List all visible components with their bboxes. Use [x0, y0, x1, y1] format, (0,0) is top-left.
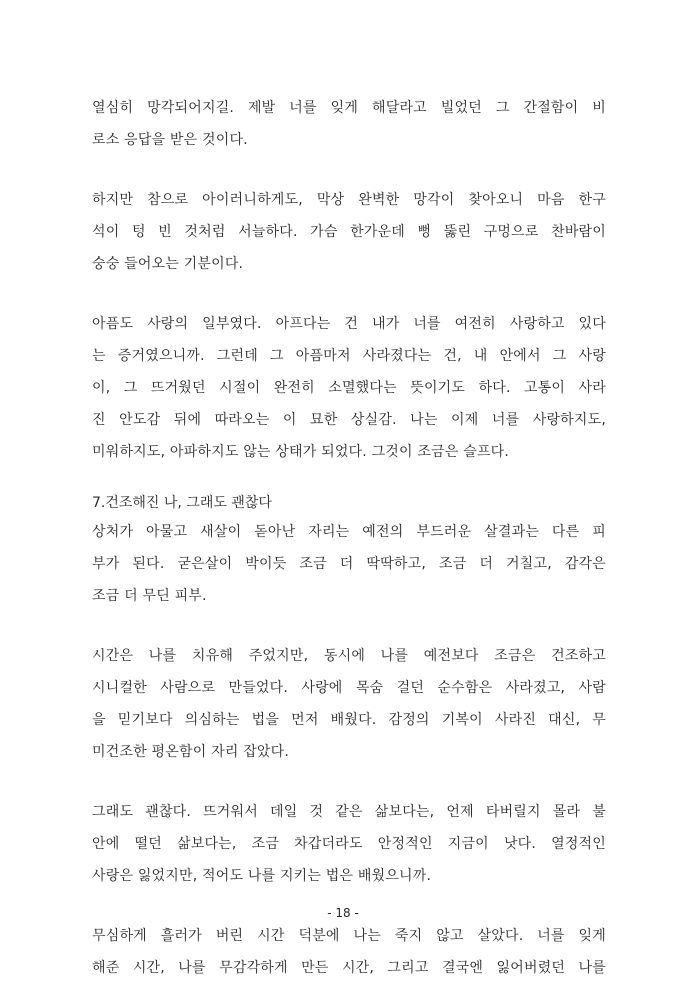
page-number: - 18 -	[327, 906, 359, 920]
paragraph-6	[92, 796, 606, 892]
paragraph-line: 그래도 괜찮다. 뜨거워서 데일 것 같은 삶보다는, 언제 타버릴지 몰라 불	[92, 804, 606, 820]
section-heading: 7.건조해진 나, 그래도 괜찮다	[92, 495, 272, 511]
paragraph-line: 을 믿기보다 의심하는 법을 먼저 배웠다. 감정의 기복이 사라진 대신, 무	[92, 712, 606, 728]
paragraph-5	[92, 640, 606, 768]
paragraph-line: 열심히 망각되어지길. 제발 너를 잊게 해달라고 빌었던 그 간절함이 비	[92, 100, 606, 116]
paragraph-line: 조금 더 무딘 피부.	[92, 588, 207, 604]
paragraph-line: 로소 응답을 받은 것이다.	[92, 132, 248, 148]
paragraph-4	[92, 490, 606, 612]
paragraph-line: 석이 텅 빈 것처럼 서늘하다. 가슴 한가운데 뻥 뚫린 구멍으로 찬바람이	[92, 224, 606, 240]
paragraph-line: 아픔도 사랑의 일부였다. 아프다는 건 내가 너를 여전히 사랑하고 있다	[92, 316, 606, 332]
paragraph-line: 하지만 참으로 아이러니하게도, 막상 완벽한 망각이 찾아오니 마음 한구	[92, 192, 606, 208]
paragraph-3	[92, 308, 606, 468]
paragraph-line: 미건조한 평온함이 자리 잡았다.	[92, 744, 290, 760]
paragraph-line: 안에 떨던 삶보다는, 조금 차갑더라도 안정적인 지금이 낫다. 열정적인	[92, 836, 606, 852]
paragraph-line: 상처가 아물고 새살이 돋아난 자리는 예전의 부드러운 살결과는 다른 피	[92, 524, 606, 540]
paragraph-line: 시니컬한 사람으로 만들었다. 사랑에 목숨 걸던 순수함은 사라졌고, 사람	[92, 680, 606, 696]
paragraph-line: 사랑은 잃었지만, 적어도 나를 지키는 법은 배웠으니까.	[92, 868, 432, 884]
paragraph-line: 이, 그 뜨거웠던 시절이 완전히 소멸했다는 뜻이기도 하다. 고통이 사라	[92, 380, 606, 396]
paragraph-line: 숭숭 들어오는 기분이다.	[92, 256, 244, 272]
paragraph-line: 미워하지도, 아파하지도 않는 상태가 되었다. 그것이 조금은 슬프다.	[92, 444, 510, 460]
paragraph-line: 시간은 나를 치유해 주었지만, 동시에 나를 예전보다 조금은 건조하고	[92, 648, 606, 664]
paragraph-line: 부가 된다. 굳은살이 박이듯 조금 더 딱딱하고, 조금 더 거칠고, 감각은	[92, 556, 606, 572]
paragraph-1	[92, 92, 606, 156]
document-body	[92, 92, 606, 984]
paragraph-2	[92, 184, 606, 280]
paragraph-line: 해준 시간, 나를 무감각하게 만든 시간, 그리고 결국엔 잃어버렸던 나를	[92, 960, 606, 976]
paragraph-7	[92, 920, 606, 984]
paragraph-line: 무심하게 흘러가 버린 시간 덕분에 나는 죽지 않고 살았다. 너를 잊게	[92, 928, 606, 944]
paragraph-line: 는 증거였으니까. 그런데 그 아픔마저 사라졌다는 건, 내 안에서 그 사랑	[92, 348, 606, 364]
paragraph-line: 진 안도감 뒤에 따라오는 이 묘한 상실감. 나는 이제 너를 사랑하지도,	[92, 412, 606, 428]
